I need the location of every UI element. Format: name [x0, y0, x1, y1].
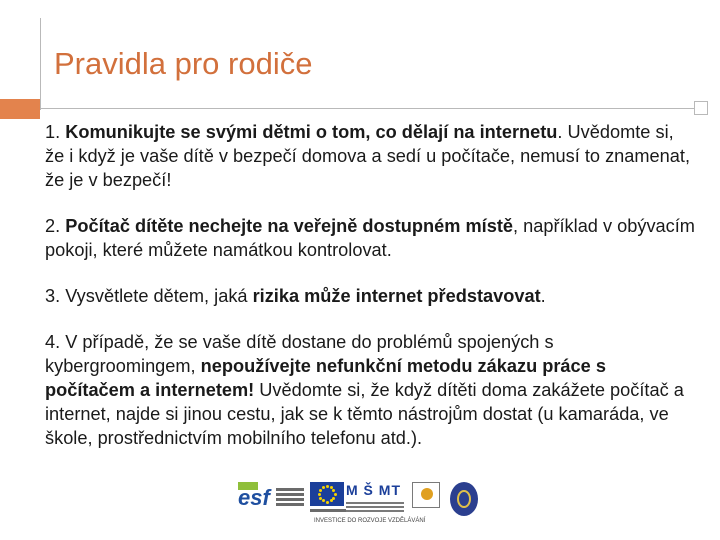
msmt-logo: M Š MT	[346, 482, 408, 516]
rule-text: .	[540, 286, 546, 306]
eu-star-icon	[319, 497, 322, 500]
eu-star-icon	[322, 486, 325, 489]
rule-text: , například v obývacím pokoji, které můžete namátkou kontrolovat.	[45, 216, 695, 260]
rule-text: . Uvědomte si, že i když je vaše dítě v bezpečí domova a sedí u počítače, nemusí to znamenat, že je v bezpečí!	[45, 122, 690, 190]
divider-end-marker	[694, 101, 708, 115]
eu-star-icon	[330, 499, 333, 502]
rules-list	[45, 120, 695, 472]
rule-text: 2.	[45, 216, 66, 236]
rule-item-3	[45, 284, 695, 308]
rule-emphasis: Komunikujte se svými dětmi o tom, co dělají na internetu	[65, 122, 558, 142]
rule-emphasis: Počítač dítěte nechejte na veřejně dostupném místě	[65, 216, 513, 236]
rule-item-1	[45, 120, 695, 192]
funding-logos-strip	[238, 480, 478, 526]
eu-star-icon	[326, 485, 329, 488]
esf-logo: esf	[238, 482, 306, 516]
rule-text: 4. V případě, že se vaše dítě dostane do problémů spojených s kybergroomingem,	[45, 332, 554, 376]
rule-emphasis: rizika může internet představovat	[252, 286, 541, 306]
slide-frame-left	[40, 18, 41, 110]
rule-item-4	[45, 330, 695, 450]
eu-flag-logo	[310, 482, 346, 516]
eu-star-icon	[319, 489, 322, 492]
eu-star-icon	[318, 493, 321, 496]
upol-logo	[450, 482, 478, 516]
op-vk-logo	[412, 482, 442, 516]
rule-emphasis: nepoužívejte nefunkční metodu zákazu práce s počítačem a internetem!	[45, 356, 606, 400]
title-accent-bar	[0, 99, 40, 119]
rule-text: 3. Vysvětlete dětem, jaká	[45, 286, 253, 306]
slide-title: Pravidla pro rodiče	[54, 46, 313, 81]
eu-star-icon	[334, 493, 337, 496]
funding-caption: INVESTICE DO ROZVOJE VZDĚLÁVÁNÍ	[314, 518, 426, 524]
eu-star-icon	[332, 497, 335, 500]
rule-text: Uvědomte si, že když dítěti doma zakážete počítač a internet, najde si jinou cestu, jak se k těmto nástrojům dostat (u kamaráda, ve škole, prostřednictvím mobilního telefonu atd.).	[45, 380, 684, 448]
eu-star-icon	[326, 501, 329, 504]
rule-text: 1.	[45, 122, 66, 142]
eu-star-icon	[322, 499, 325, 502]
title-divider	[40, 108, 696, 109]
rule-item-2	[45, 214, 695, 262]
eu-star-icon	[332, 489, 335, 492]
